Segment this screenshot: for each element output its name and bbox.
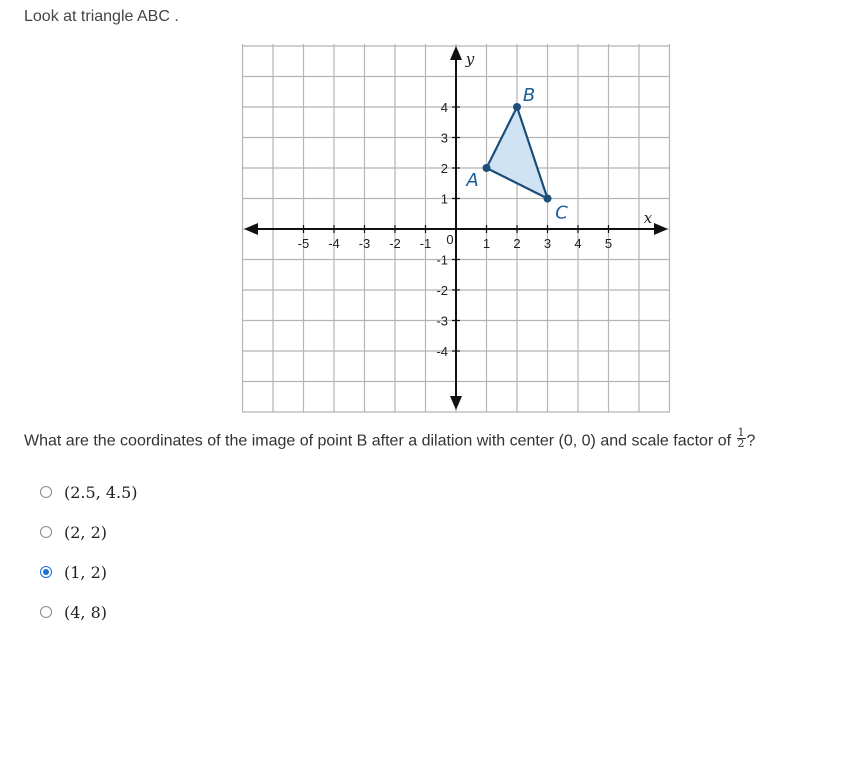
x-tick-label: -5 — [297, 236, 310, 251]
x-tick-label: 1 — [482, 236, 491, 251]
y-axis-arrow-down — [450, 396, 462, 410]
x-tick-label: -3 — [358, 236, 371, 251]
y-axis-label: y — [465, 50, 475, 68]
coordinate-graph — [240, 42, 672, 414]
y-tick-label: 1 — [440, 191, 448, 207]
radio-button[interactable] — [40, 526, 52, 538]
vertex-label-b: B — [522, 85, 536, 106]
answer-option-4[interactable] — [40, 592, 138, 632]
vertex-point-c — [544, 195, 552, 203]
fraction-denominator: 2 — [737, 437, 745, 450]
question-suffix: ? — [746, 432, 756, 450]
y-tick-label: -4 — [436, 344, 448, 359]
vertex-label-c: C — [555, 202, 568, 224]
x-axis-label: x — [643, 209, 653, 227]
x-tick-label: -2 — [389, 236, 401, 251]
intro-text: Look at triangle ABC . — [24, 8, 179, 25]
option-label: (4, 8) — [64, 602, 108, 622]
x-tick-label: -4 — [328, 236, 340, 251]
question-text — [24, 426, 756, 452]
answer-options — [40, 472, 138, 632]
answer-option-1[interactable] — [40, 472, 138, 512]
y-tick-label: 3 — [440, 130, 448, 146]
y-tick-label: -3 — [436, 313, 448, 329]
vertex-point-b — [513, 103, 521, 111]
option-label: (2, 2) — [64, 522, 108, 542]
y-tick-label: -2 — [436, 283, 448, 298]
answer-option-3[interactable] — [40, 552, 138, 592]
origin-label: 0 — [446, 232, 454, 247]
fraction-numerator: 1 — [737, 426, 745, 439]
y-tick-label: 2 — [440, 161, 448, 176]
x-tick-label: 3 — [543, 236, 552, 251]
y-tick-label: 4 — [440, 100, 448, 115]
coordinate-plane-svg — [240, 42, 672, 414]
vertex-label-a: A — [466, 170, 479, 191]
option-label: (1, 2) — [64, 562, 108, 582]
x-tick-label: 2 — [513, 236, 521, 251]
x-axis-arrow-right — [654, 223, 668, 235]
scale-factor-fraction — [737, 428, 746, 449]
radio-button[interactable] — [40, 486, 52, 498]
x-axis-arrow-left — [244, 223, 258, 235]
y-axis-arrow-up — [450, 46, 462, 60]
radio-button[interactable] — [40, 566, 52, 578]
radio-button[interactable] — [40, 606, 52, 618]
question-prefix: What are the coordinates of the image of point B after a dilation with center (0, 0) and scale factor of — [24, 432, 736, 450]
x-tick-label: -1 — [419, 236, 432, 251]
option-label: (2.5, 4.5) — [64, 482, 138, 502]
x-tick-label: 4 — [574, 236, 582, 251]
x-tick-label: 5 — [604, 236, 613, 251]
vertex-point-a — [483, 164, 491, 172]
y-tick-label: -1 — [436, 252, 448, 268]
answer-option-2[interactable] — [40, 512, 138, 552]
